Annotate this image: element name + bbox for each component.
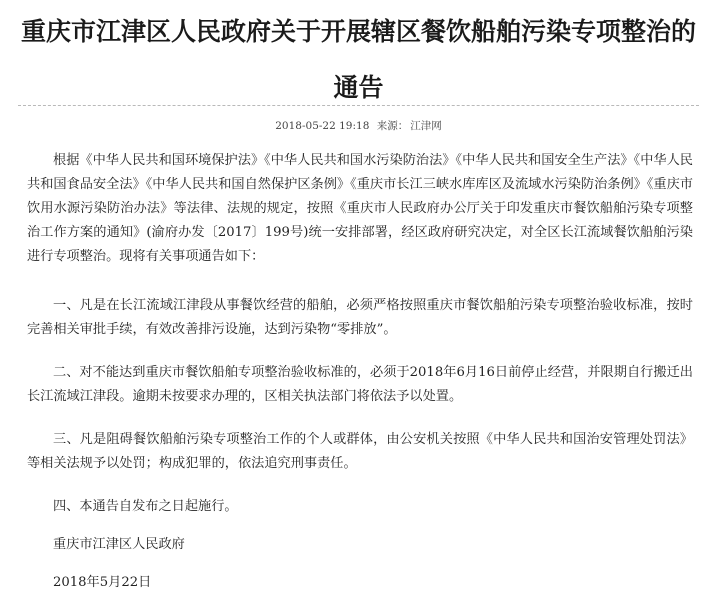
title-divider	[18, 105, 699, 106]
paragraph-item-4: 四、本通告自发布之日起施行。	[53, 499, 238, 514]
issue-date: 2018年5月22日	[53, 575, 152, 590]
paragraph-item-1: 一、凡是在长江流域江津段从事餐饮经营的船舶，必须严格按照重庆市餐饮船舶污染专项整治验收标准，按时完善相关审批手续，有效改善排污设施，达到污染物“零排放”。	[27, 298, 693, 337]
issuer-signature: 重庆市江津区人民政府	[53, 537, 185, 552]
source-name: 江津网	[410, 120, 442, 132]
paragraph-item-2: 二、对不能达到重庆市餐饮船舶专项整治验收标准的，必须于2018年6月16日前停止经营，并限期自行搬迁出长江流域江津段。逾期未按要求办理的，区相关执法部门将依法予以处置。	[27, 365, 693, 404]
notice-title-line-2: 通告	[333, 73, 384, 102]
source-label: 来源：	[376, 120, 409, 132]
publish-datetime: 2018-05-22 19:18	[275, 120, 370, 132]
publish-meta	[0, 118, 717, 133]
paragraph-item-3: 三、凡是阻碍餐饮船舶污染专项整治工作的个人或群体，由公安机关按照《中华人民共和国治安管理处罚法》等相关法规予以处罚；构成犯罪的，依法追究刑事责任。	[27, 432, 693, 471]
notice-title-line-1: 重庆市江津区人民政府关于开展辖区餐饮船舶污染专项整治的	[20, 17, 696, 46]
paragraph-intro: 根据《中华人民共和国环境保护法》《中华人民共和国水污染防治法》《中华人民共和国安全生产法》《中华人民共和国食品安全法》《中华人民共和国自然保护区条例》《重庆市长江三峡水库库区及流域水污染防治条例》《重庆市饮用水源污染防治办法》等法律、法规的规定，按照《重庆市人民政府办公厅关于印发重庆市餐饮船舶污染专项整治工作方案的通知》(渝府办发〔2017〕199号)统一安排部署，经区政府研究决定，对全区长江流域餐饮船舶污染进行专项整治。现将有关事项通告如下：	[27, 153, 693, 264]
